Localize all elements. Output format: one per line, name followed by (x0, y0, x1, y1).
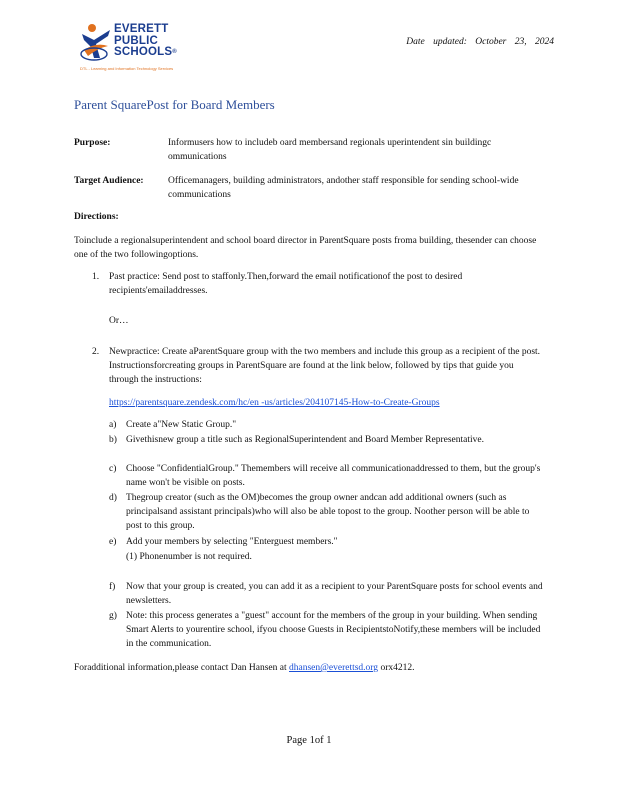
step-a-letter: a) (109, 420, 117, 430)
logo-wordmark (114, 24, 177, 59)
logo-registered-mark: ® (172, 49, 177, 55)
step-b-letter: b) (109, 435, 117, 445)
groups-help-link[interactable]: https://parentsquare.zendesk.com/hc/en -us/articles/204107145-How-to-Create-Groups (109, 398, 440, 408)
step-b-text: Givethisnew group a title such as RegionalSuperintendent and Board Member Representative. (126, 435, 485, 445)
step-f-letter: f) (109, 582, 116, 592)
step-e-text: Add your members by selecting "Enterguest members." (126, 537, 338, 547)
logo-tagline: DTL - Learning and Information Technology Services (80, 66, 174, 71)
intro-paragraph: Toinclude a regionalsuperintendent and school board director in ParentSquare posts froma building, thesender can choose one of the two followingoptions. (74, 236, 537, 260)
step-e-substep: (1) Phonenumber is not required. (126, 552, 252, 562)
option-1-text: Past practice: Send post to staffonly.Then,forward the email notificationof the post to desired recipients'emailaddresses. (109, 272, 463, 296)
step-d-letter: d) (109, 493, 117, 503)
option-2-number: 2. (92, 347, 100, 357)
step-g-text: Note: this process generates a "guest" account for the members of the group in your building. When sending Smart Alerts to yourentire school, ifyou choose Guests in RecipientstoNotify,these members will be included in the communication. (126, 611, 541, 649)
contact-suffix: orx4212. (380, 663, 415, 673)
step-d-text: Thegroup creator (such as the OM)becomes the group owner andcan add additional owners (such as principalsand assistant principals)who will also be able topost to the group. Noother person will be able to post to this group. (126, 493, 530, 531)
step-c-letter: c) (109, 464, 117, 474)
logo-figure-icon (80, 20, 116, 66)
directions-heading: Directions: (74, 212, 119, 222)
step-g-letter: g) (109, 611, 117, 621)
option-2-text: Newpractice: Create aParentSquare group with the two members and include this group as a recipient of the post. Instructionsforcreating groups in ParentSquare are found at the link below, followed by tips that guide you through the instructions: (109, 347, 541, 385)
everett-public-schools-logo (80, 20, 220, 78)
logo-line-1: EVERETT (114, 23, 169, 35)
step-c-text: Choose "ConfidentialGroup." Themembers will receive all communicationaddressed to them, but the group's name won't be visible on posts. (126, 464, 541, 488)
logo-line-2: PUBLIC (114, 34, 159, 47)
step-f-text: Now that your group is created, you can add it as a recipient to your ParentSquare posts for school events and newsletters. (126, 582, 543, 606)
step-e-letter: e) (109, 537, 117, 547)
audience-text: Officemanagers, building administrators, andother staff responsible for sending school-wide communications (168, 176, 519, 200)
logo-line-3: SCHOOLS (114, 46, 173, 58)
step-a-text: Create a"New Static Group." (126, 420, 237, 430)
date-updated: Date updated: October 23, 2024 (406, 37, 554, 47)
audience-label: Target Audience: (74, 176, 144, 186)
page-number: Page 1of 1 (286, 735, 332, 746)
option-1-number: 1. (92, 272, 100, 282)
document-title: Parent SquarePost for Board Members (74, 97, 275, 112)
option-2-link-wrap (109, 396, 545, 410)
option-1-or: Or… (109, 316, 129, 326)
contact-prefix: Foradditional information,please contact Dan Hansen at (74, 663, 287, 673)
purpose-label: Purpose: (74, 138, 111, 148)
contact-line (74, 661, 544, 675)
contact-email-link[interactable]: dhansen@everettsd.org (289, 663, 379, 673)
purpose-text: Informusers how to includeb oard membersand regionals uperintendent sin buildingc ommunications (168, 138, 492, 162)
